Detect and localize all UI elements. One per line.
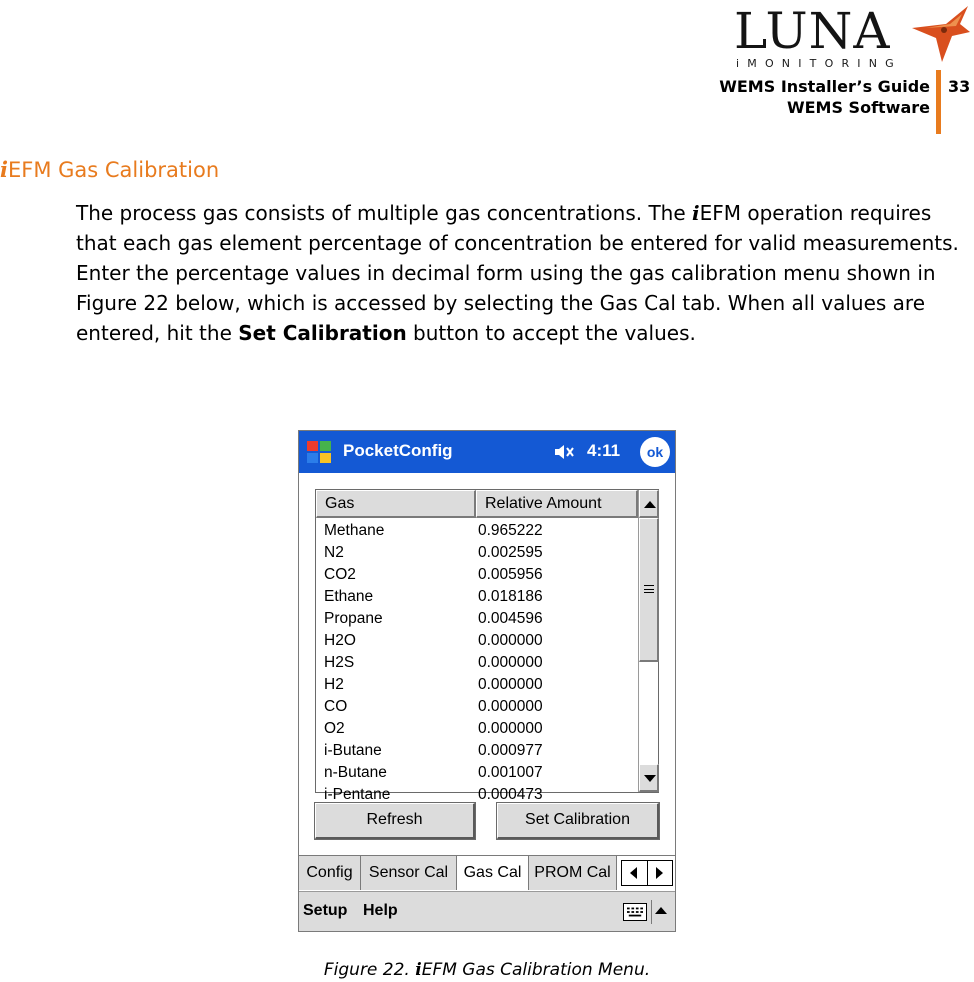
menu-separator: [651, 900, 652, 924]
relative-amount-value: 0.000977: [478, 742, 543, 759]
tab-strip: [299, 855, 675, 891]
gas-name: i-Butane: [324, 742, 382, 759]
gas-name: H2S: [324, 654, 355, 671]
table-row[interactable]: [316, 586, 638, 608]
gas-name: H2: [324, 676, 344, 693]
relative-amount-value: 0.000000: [478, 720, 543, 737]
gas-name: H2O: [324, 632, 356, 649]
relative-amount-value: 0.000000: [478, 654, 543, 671]
input-panel-arrow-icon[interactable]: [655, 907, 667, 914]
tab-gas-cal[interactable]: Gas Cal: [457, 856, 529, 890]
para-text-1: The process gas consists of multiple gas concentrations. The: [76, 201, 693, 225]
menu-bar: [299, 891, 675, 931]
caption-text: EFM Gas Calibration Menu.: [421, 960, 651, 980]
gas-name: n-Butane: [324, 764, 387, 781]
section-title: [0, 156, 219, 184]
menu-help[interactable]: Help: [363, 902, 398, 919]
relative-amount-value: 0.965222: [478, 522, 543, 539]
header-divider: [936, 70, 941, 134]
table-row[interactable]: [316, 718, 638, 740]
scroll-up-button[interactable]: [639, 490, 659, 518]
luna-logo: [726, 2, 972, 72]
guide-header: [719, 76, 930, 118]
relative-amount-value: 0.004596: [478, 610, 543, 627]
para-bold-set-calibration: Set Calibration: [238, 321, 407, 345]
table-row[interactable]: [316, 740, 638, 762]
gas-name: N2: [324, 544, 344, 561]
table-row[interactable]: [316, 608, 638, 630]
gas-name: Ethane: [324, 588, 374, 605]
relative-amount-value: 0.001007: [478, 764, 543, 781]
gas-name: CO: [324, 698, 348, 715]
relative-amount-value: 0.000473: [478, 786, 543, 803]
page-number: 33: [948, 77, 971, 96]
arrow-up-icon: [644, 501, 656, 508]
logo-subtitle: iMONITORING: [736, 57, 902, 70]
column-header-relative-amount[interactable]: Relative Amount: [476, 490, 638, 518]
guide-subtitle: WEMS Software: [786, 98, 930, 117]
caption-i-mark: i: [415, 960, 422, 980]
relative-amount-value: 0.018186: [478, 588, 543, 605]
tab-scroll-right-icon[interactable]: [656, 867, 663, 879]
windows-start-icon[interactable]: [303, 436, 335, 468]
tab-scroll-arrows: [621, 860, 673, 886]
table-row[interactable]: [316, 652, 638, 674]
para-text-2: EFM operation requires that each gas element percentage of concentration be entered for valid measurements. Enter the percentage values in decimal form using the gas calibration menu shown in Figure 22 below, which is accessed by selecting the Gas Cal tab. When all values are entered, hit the: [76, 201, 959, 345]
tab-prom-cal[interactable]: PROM Cal: [529, 856, 617, 890]
table-row[interactable]: [316, 696, 638, 718]
para-i-mark: i: [692, 201, 700, 225]
para-text-3: button to accept the values.: [406, 321, 696, 345]
table-row[interactable]: [316, 564, 638, 586]
dragonfly-icon: [906, 2, 972, 64]
menu-setup[interactable]: Setup: [303, 902, 348, 919]
gas-table: [315, 489, 659, 803]
titlebar: [299, 431, 675, 473]
relative-amount-value: 0.000000: [478, 676, 543, 693]
gas-name: Propane: [324, 610, 383, 627]
refresh-button[interactable]: Refresh: [315, 803, 475, 839]
grip-icon: [644, 585, 654, 593]
app-title: PocketConfig: [343, 441, 453, 460]
guide-title: WEMS Installer’s Guide: [719, 77, 930, 96]
arrow-down-icon: [644, 775, 656, 782]
set-calibration-button[interactable]: Set Calibration: [497, 803, 659, 839]
gas-name: CO2: [324, 566, 356, 583]
speaker-muted-icon[interactable]: [553, 442, 575, 462]
scroll-down-button[interactable]: [639, 764, 659, 792]
caption-prefix: Figure 22.: [323, 960, 416, 980]
pocketconfig-screenshot: [298, 430, 676, 932]
vertical-scrollbar[interactable]: [638, 490, 658, 792]
tab-arrow-divider: [647, 861, 648, 885]
scroll-thumb[interactable]: [639, 518, 659, 662]
tab-scroll-left-icon[interactable]: [630, 867, 637, 879]
column-header-gas[interactable]: Gas: [316, 490, 476, 518]
relative-amount-value: 0.000000: [478, 632, 543, 649]
relative-amount-value: 0.000000: [478, 698, 543, 715]
table-row[interactable]: [316, 542, 638, 564]
table-row[interactable]: [316, 520, 638, 542]
table-row[interactable]: [316, 630, 638, 652]
keyboard-icon[interactable]: [623, 903, 647, 921]
section-title-text: EFM Gas Calibration: [7, 158, 220, 182]
gas-name: Methane: [324, 522, 385, 539]
ok-button[interactable]: ok: [640, 437, 670, 467]
section-title-i: i: [0, 157, 8, 182]
tab-config[interactable]: Config: [299, 856, 361, 890]
gas-rows: [316, 520, 638, 806]
relative-amount-value: 0.002595: [478, 544, 543, 561]
gas-name: i-Pentane: [324, 786, 391, 803]
logo-wordmark: LUNA: [734, 2, 891, 60]
tab-sensor-cal[interactable]: Sensor Cal: [361, 856, 457, 890]
body-paragraph: [76, 198, 972, 348]
figure-caption: [0, 958, 974, 982]
table-row[interactable]: [316, 674, 638, 696]
relative-amount-value: 0.005956: [478, 566, 543, 583]
gas-name: O2: [324, 720, 345, 737]
table-row[interactable]: [316, 762, 638, 784]
clock[interactable]: 4:11: [587, 441, 621, 460]
